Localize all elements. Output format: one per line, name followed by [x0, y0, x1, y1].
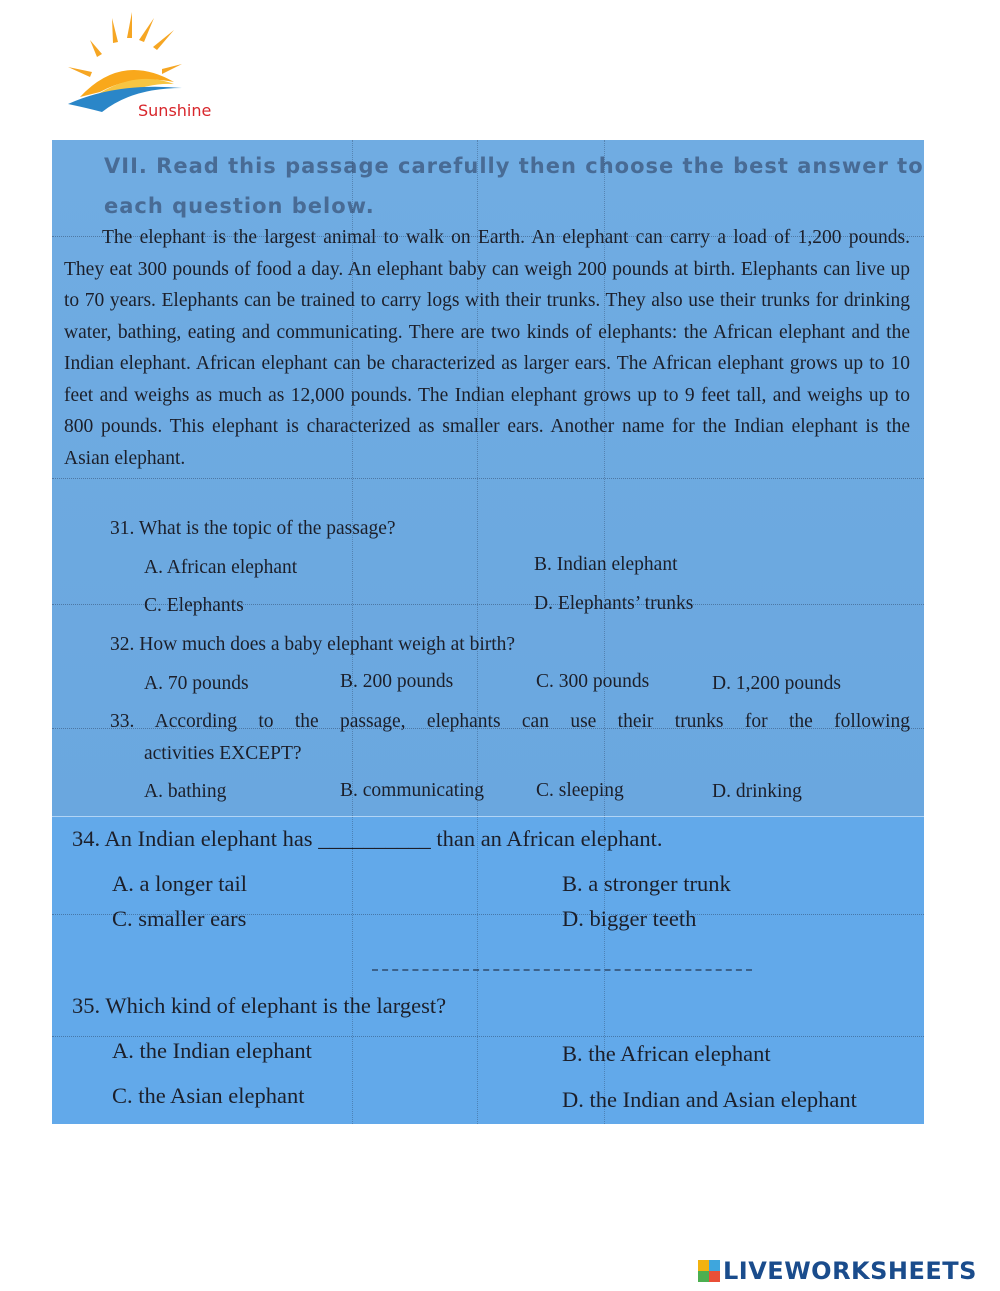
q35-option-c[interactable]: C. the Asian elephant	[112, 1083, 305, 1108]
q33-option-b[interactable]: B. communicating	[340, 780, 485, 801]
question-31: 31. What is the topic of the passage?	[110, 518, 396, 539]
q31-option-d[interactable]: D. Elephants’ trunks	[534, 593, 694, 614]
liveworksheets-logo-icon	[698, 1260, 720, 1282]
grid-line	[52, 478, 924, 479]
q35-option-d[interactable]: D. the Indian and Asian elephant	[562, 1087, 857, 1112]
question-33-line-2: activities EXCEPT?	[144, 743, 302, 764]
question-35: 35. Which kind of elephant is the largest?	[72, 993, 447, 1018]
question-33-line-1: 33. According to the passage, elephants can use their trunks for the following	[110, 711, 910, 732]
grid-line	[52, 1036, 924, 1037]
question-34-text-before: 34. An Indian elephant has	[72, 826, 313, 851]
q34-option-a[interactable]: A. a longer tail	[112, 871, 247, 896]
q32-option-d[interactable]: D. 1,200 pounds	[712, 673, 841, 694]
q33-option-d[interactable]: D. drinking	[712, 781, 802, 802]
q32-option-c[interactable]: C. 300 pounds	[536, 671, 650, 692]
question-32: 32. How much does a baby elephant weigh at birth?	[110, 634, 516, 655]
question-34-blank[interactable]: __________	[318, 826, 431, 851]
q34-option-d[interactable]: D. bigger teeth	[562, 906, 697, 931]
section-divider	[52, 816, 924, 817]
q33-option-a[interactable]: A. bathing	[144, 781, 227, 802]
dashed-separator	[372, 969, 752, 971]
q34-option-b[interactable]: B. a stronger trunk	[562, 871, 731, 896]
worksheet-scan	[52, 140, 924, 1124]
brand-name: LIVEWORKSHEETS	[723, 1257, 977, 1285]
q35-option-a[interactable]: A. the Indian elephant	[112, 1038, 312, 1063]
question-34-text-after: than an African elephant.	[436, 826, 663, 851]
q31-option-a[interactable]: A. African elephant	[144, 557, 298, 578]
q35-option-b[interactable]: B. the African elephant	[562, 1041, 771, 1066]
q32-option-a[interactable]: A. 70 pounds	[144, 673, 249, 694]
logo-text: Sunshine	[138, 101, 212, 120]
q32-option-b[interactable]: B. 200 pounds	[340, 671, 454, 692]
reading-passage: The elephant is the largest animal to walk on Earth. An elephant can carry a load of 1,200 pounds. They eat 300 pounds of food a day. An elephant baby can weigh 200 pounds at birth. Elephants can live up to 70 years. Elephants can be trained to carry logs with their trunks. They also use their trunks for drinking water, bathing, eating and communicating. There are two kinds of elephants: the African elephant and the Indian elephant. African elephant can be characterized as larger ears. The African elephant grows up to 10 feet and weighs as much as 12,000 pounds. The Indian elephant grows up to 9 feet tall, and weighs up to 800 pounds. This elephant is characterized as smaller ears. Another name for the Indian elephant is the Asian elephant.	[64, 227, 910, 469]
q34-option-c[interactable]: C. smaller ears	[112, 906, 247, 931]
q33-option-c[interactable]: C. sleeping	[536, 780, 624, 801]
exercise-heading: VII. Read this passage carefully then choose the best answer to each question below.	[104, 154, 924, 218]
liveworksheets-brand	[698, 1256, 977, 1286]
question-34	[72, 826, 662, 852]
q31-option-b[interactable]: B. Indian elephant	[534, 554, 678, 575]
q31-option-c[interactable]: C. Elephants	[144, 595, 244, 616]
